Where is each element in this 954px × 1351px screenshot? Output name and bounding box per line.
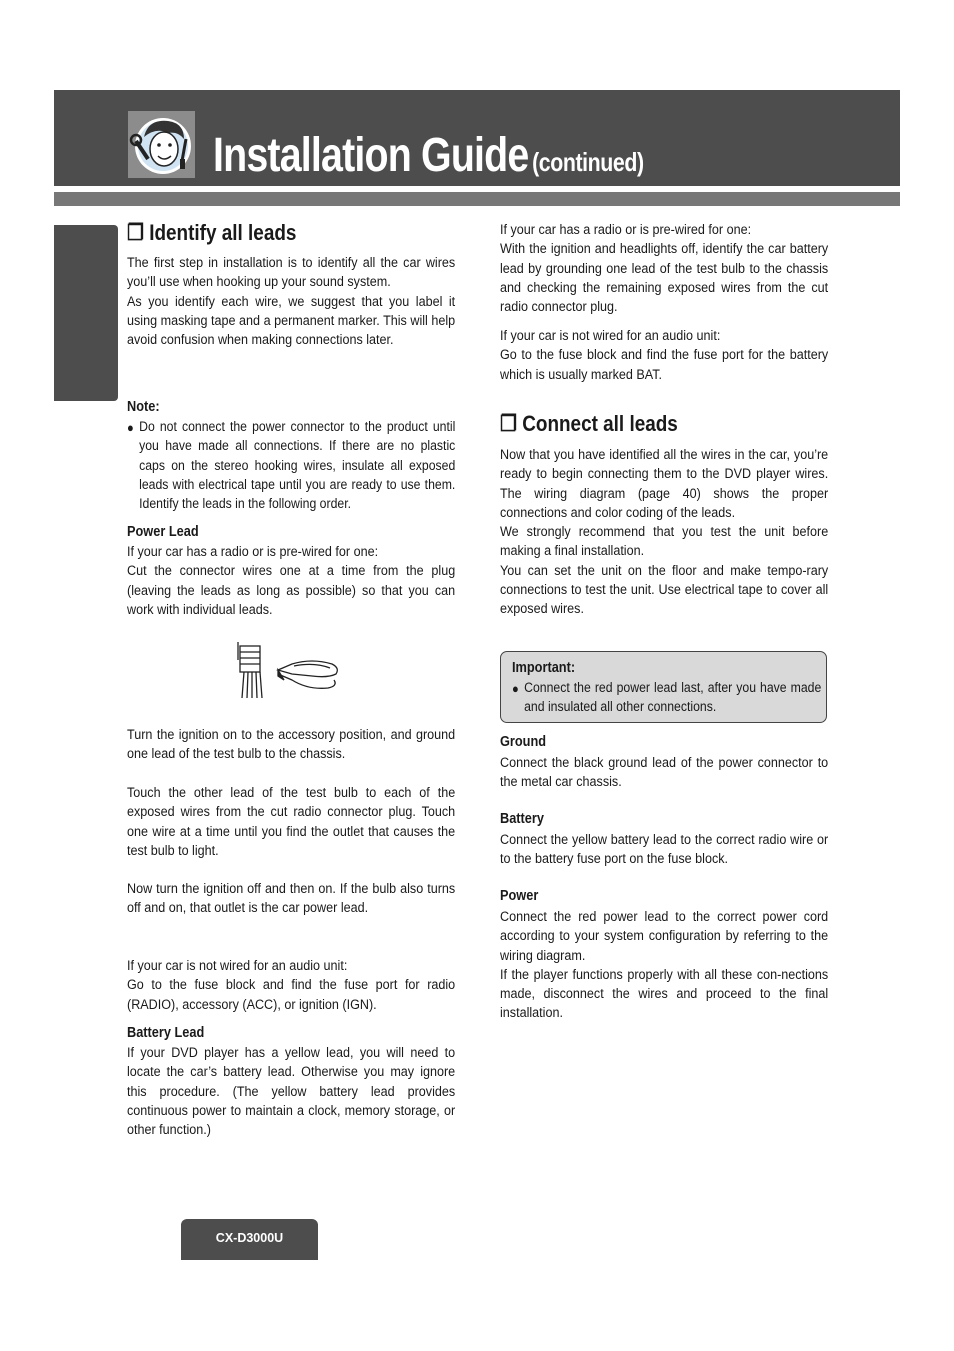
battery-paragraph: Connect the yellow battery lead to the correct radio wire or to the battery fuse port on the fuse block.: [500, 832, 829, 868]
power-paragraph-1: Connect the red power lead to the correct power cord according to your system configuration by referring to the wiring diagram.: [500, 909, 829, 964]
header-rule: [54, 192, 900, 206]
power-paragraph-2: If the player functions properly with all these con-nections made, disconnect the wires and proceed to the final installation.: [500, 966, 829, 1022]
model-number: CX-D3000U: [215, 1231, 284, 1245]
connect-paragraph-3: You can set the unit on the floor and make tempo-rary connections to test the unit. Use electrical tape to cover all exposed wires.: [500, 562, 829, 618]
note-bullet-text: Do not connect the power connector to the product until you have made all connections. If there are no plastic caps on the stereo hooking wires, insulate all exposed leads with electrical tape until you are ready to use them. Identify the leads in the following order.: [139, 419, 456, 513]
right-paragraph-2a: If your car is not wired for an audio unit:: [500, 328, 721, 344]
right-paragraph-1a: If your car has a radio or is pre-wired for one:: [500, 222, 752, 238]
important-label: Important:: [512, 660, 576, 676]
power-lead-label: Power Lead: [127, 524, 199, 540]
power-lead-paragraph-1: If your car has a radio or is pre-wired for one:: [127, 544, 379, 560]
right-paragraph-1b: With the ignition and headlights off, identify the car battery lead by grounding one lead of the test bulb to the chassis and checking the remaining exposed wires from the cut radio connector plug.: [500, 241, 829, 316]
identify-heading: ❐ Identify all leads: [127, 220, 297, 245]
right-paragraph-2b: Go to the fuse block and find the fuse port for the battery which is usually marked BAT.: [500, 347, 829, 383]
mechanic-face-icon: [128, 111, 195, 178]
important-bullet: ● Connect the red power lead last, after you have made and insulated all other connections.: [512, 679, 821, 718]
power-paragraph-4: Touch the other lead of the test bulb to each of the exposed wires from the cut radio connector plug. Touch one wire at a time until you find the outlet that causes the test bulb to light.: [127, 785, 456, 859]
side-tab: [54, 225, 118, 401]
power-label: Power: [500, 888, 539, 904]
connect-heading: ❐ Connect all leads: [500, 411, 678, 436]
title-sub: (continued): [532, 147, 644, 177]
footer-model-tab: [181, 1219, 318, 1260]
page-title: [213, 128, 644, 188]
battery-lead-label: Battery Lead: [127, 1025, 205, 1041]
connect-paragraph-2: We strongly recommend that you test the unit before making a final installation.: [500, 524, 829, 560]
battery-label: Battery: [500, 811, 544, 827]
power-paragraph-6a: If your car is not wired for an audio unit:: [127, 958, 348, 974]
identify-paragraph-1: The first step in installation is to identify all the car wires you’ll use when hooking up your sound system.: [127, 255, 456, 291]
ground-label: Ground: [500, 734, 547, 750]
note-label: Note:: [127, 399, 160, 415]
connect-paragraph-1: Now that you have identified all the wires in the car, you’re ready to begin connecting them to the DVD player wires. The wiring diagram (page 40) shows the proper connections and color coding of the leads.: [500, 447, 829, 521]
battery-lead-paragraph: If your DVD player has a yellow lead, you will need to locate the car’s battery lead. Otherwise you may ignore this procedure. (The yellow battery lead provides continuous power to maintain a clock, memory storage, or other function.): [127, 1045, 456, 1139]
connector-and-wire-cutter-icon: [232, 640, 344, 700]
identify-paragraph-2: As you identify each wire, we suggest that you label it using masking tape and a permanent marker. This will help avoid confusion when making connections later.: [127, 293, 456, 349]
power-lead-paragraph-2: Cut the connector wires one at a time from the plug (leaving the leads as long as possible) so that you can work with individual leads.: [127, 563, 456, 618]
power-paragraph-5: Now turn the ignition off and then on. If the bulb also turns off and on, that outlet is the car power lead.: [127, 881, 456, 917]
power-paragraph-3: Turn the ignition on to the accessory position, and ground one lead of the test bulb to the chassis.: [127, 727, 456, 763]
power-paragraph-6b: Go to the fuse block and find the fuse port for radio (RADIO), accessory (ACC), or ignition (IGN).: [127, 977, 456, 1013]
important-bullet-text: Connect the red power lead last, after you have made and insulated all other connections.: [524, 680, 822, 716]
ground-paragraph: Connect the black ground lead of the power connector to the metal car chassis.: [500, 755, 829, 791]
note-bullet: ● Do not connect the power connector to the product until you have made all connections. If there are no plastic caps on the stereo hooking wires, insulate all exposed leads with electrical tape until you are ready to use them. Identify the leads in the following order.: [127, 418, 455, 514]
title-main: Installation Guide: [213, 129, 529, 182]
